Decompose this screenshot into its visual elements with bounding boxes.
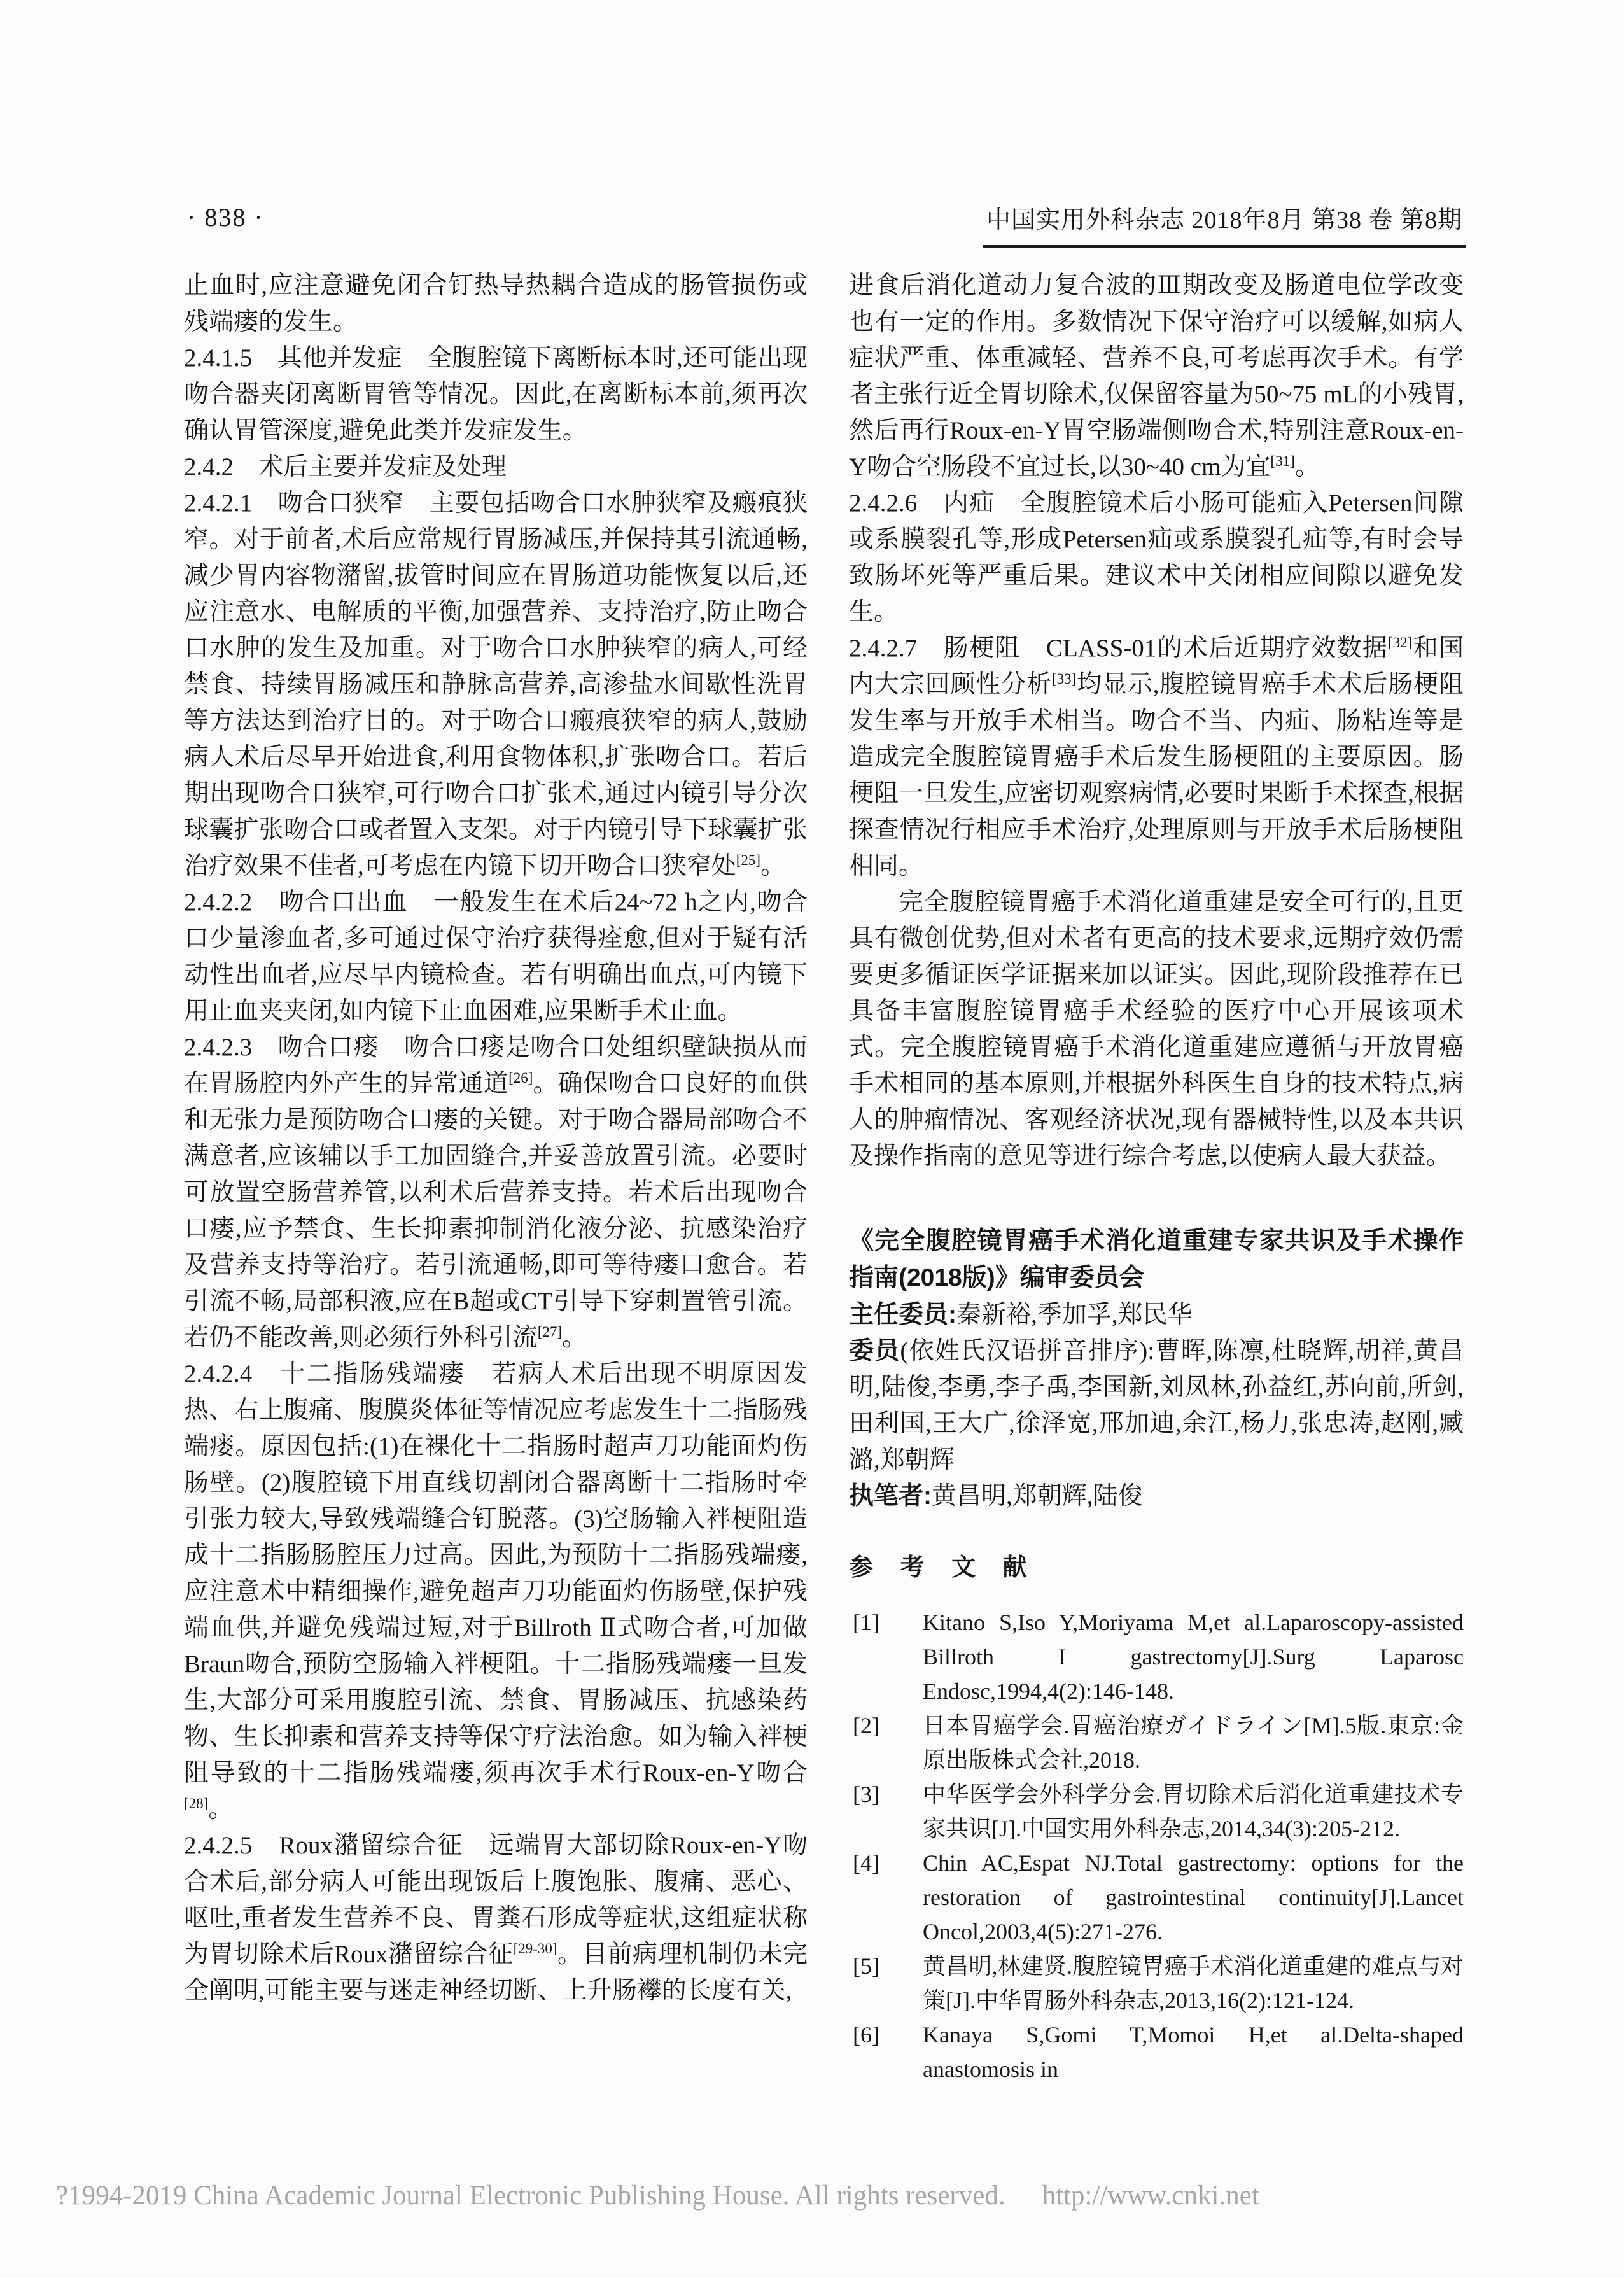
text-run: 2.4.2.7 肠梗阻 CLASS-01的术后近期疗效数据 [849,635,1389,662]
section-2-4-2-7 [849,630,1464,884]
reference-number: [6] [853,2022,879,2048]
text-run: 。 [760,852,786,880]
committee-role-label: 执笔者: [849,1482,932,1510]
journal-issue-info: 中国实用外科杂志 2018年8月 第38 卷 第8期 [983,200,1466,248]
section-2-4-2-4 [184,1356,808,1827]
para-continued-from-left-column [849,267,1464,485]
reference-item [849,1605,1464,1708]
committee-heading: 《完全腹腔镜胃癌手术消化道重建专家共识及手术操作指南(2018版)》编审委员会 [849,1227,1464,1291]
text-run: 止血时,应注意避免闭合钉热导热耦合造成的肠管损伤或残端瘘的发生。 [184,272,808,335]
text-run: 完全腹腔镜胃癌手术消化道重建是安全可行的,且更具有微创优势,但对术者有更高的技术要求,远期疗效仍需要更多循证医学证据来加以证实。因此,现阶段推荐在已具备丰富腹腔镜胃癌手术经验的医疗中心开展该项术式。完全腹腔镜胃癌手术消化道重建应遵循与开放胃癌手术相同的基本原则,并根据外科医生自身的技术特点,病人的肿瘤情况、客观经济状况,现有器械特性,以及本共识及操作指南的意见等进行综合考虑,以使病人最大获益。 [849,889,1464,1170]
para-continued-from-previous-page [184,267,808,340]
reference-text: 中华医学会外科学分会.胃切除术后消化道重建技术专家共识[J].中国实用外科杂志,2014,34(3):205-212. [923,1782,1464,1841]
section-2-4-2-2 [184,884,808,1029]
committee-line [849,1297,1464,1333]
citation-superscript: [25] [736,852,761,868]
citation-superscript: [28] [184,1796,209,1811]
section-2-4-2-6 [849,485,1464,630]
reference-text: Kanaya S,Gomi T,Momoi H,et al.Delta-shaped anastomosis in [923,2022,1464,2082]
copyright-text: ?1994-2019 China Academic Journal Electronic Publishing House. All rights reserved. [56,2181,1005,2211]
section-2-4-2-1 [184,485,808,884]
citation-superscript: [29-30] [513,1941,557,1957]
reference-item [849,1777,1464,1846]
reference-number: [5] [853,1953,879,1979]
reference-text: 日本胃癌学会.胃癌治療ガイドライン[M].5版.東京:金原出版株式会社,2018. [923,1713,1464,1773]
reference-number: [3] [853,1782,879,1807]
text-run: 。 [562,1324,587,1351]
citation-superscript: [32] [1388,635,1413,650]
reference-number: [2] [853,1713,879,1738]
committee-role-label: 主任委员: [849,1301,956,1328]
section-2-4-2 [184,449,808,485]
text-run: 2.4.2.2 吻合口出血 一般发生在术后24~72 h之内,吻合口少量渗血者,多可通过保守治疗获得痊愈,但对于疑有活动性出血者,应尽早内镜检查。若有明确出血点,可内镜下用止血夹夹闭,如内镜下止血困难,应果断手术止血。 [184,889,808,1025]
reference-item [849,1949,1464,2018]
cnki-url: http://www.cnki.net [1042,2181,1259,2211]
citation-superscript: [26] [508,1070,533,1086]
reference-number: [1] [853,1610,879,1635]
citation-superscript: [31] [1270,453,1295,469]
committee-names: 曹晖,陈凛,杜晓辉,胡祥,黄昌明,陆俊,李勇,李子禹,李国新,刘凤林,孙益红,苏向前,所剑,田利国,王大广,徐泽宽,邢加迪,余江,杨力,张忠涛,赵刚,臧潞,郑朝辉 [849,1337,1464,1473]
committee-role-note: (依姓氏汉语拼音排序): [900,1337,1155,1365]
committee-role-label: 委员 [849,1337,900,1365]
text-run: 。目前病理机制仍未完全阐明,可能主要与迷走神经切断、上升肠襻的长度有关, [184,1941,808,2004]
text-run: 2.4.2.6 内疝 全腹腔镜术后小肠可能疝入Petersen间隙或系膜裂孔等,形成Petersen疝或系膜裂孔疝等,有时会导致肠坏死等严重后果。建议术中关闭相应间隙以避免发生。 [849,489,1464,626]
text-run: 2.4.2.3 吻合口瘘 吻合口瘘是吻合口处组织壁缺损从而在胃肠腔内外产生的异常通道 [184,1034,808,1097]
text-run: 。确保吻合口良好的血供和无张力是预防吻合口瘘的关键。对于吻合器局部吻合不满意者,应该辅以手工加固缝合,并妥善放置引流。必要时可放置空肠营养管,以利术后营养支持。若术后出现吻合口瘘,应予禁食、生长抑素抑制消化液分泌、抗感染治疗及营养支持等治疗。若引流通畅,即可等待瘘口愈合。若引流不畅,局部积液,应在B超或CT引导下穿刺置管引流。若仍不能改善,则必须行外科引流 [184,1070,808,1351]
text-run: 均显示,腹腔镜胃癌手术术后肠梗阻发生率与开放手术相当。吻合不当、内疝、肠粘连等是造成完全腹腔镜胃癌手术后发生肠梗阻的主要原因。肠梗阻一旦发生,应密切观察病情,必要时果断手术探查,根据探查情况行相应手术治疗,处理原则与开放手术后肠梗阻相同。 [849,671,1464,880]
page-number: · 838 · [187,203,264,232]
right-text-column [849,267,1464,2086]
section-2-4-1-5 [184,340,808,449]
page-footer [56,2180,1259,2211]
committee-names: 秦新裕,季加孚,郑民华 [956,1301,1193,1328]
section-2-4-2-5 [184,1827,808,2009]
citation-superscript: [27] [537,1324,563,1340]
text-run: 2.4.2.4 十二指肠残端瘘 若病人术后出现不明原因发热、右上腹痛、腹膜炎体征等情况应考虑发生十二指肠残端瘘。原因包括:(1)在裸化十二指肠时超声刀功能面灼伤肠壁。(2)腹腔镜下用直线切割闭合器离断十二指肠时牵引张力较大,导致残端缝合钉脱落。(3)空肠输入袢梗阻造成十二指肠肠腔压力过高。因此,为预防十二指肠残端瘘,应注意术中精细操作,避免超声刀功能面灼伤肠壁,保护残端血供,并避免残端过短,对于Billroth Ⅱ式吻合者,可加做Braun吻合,预防空肠输入袢梗阻。十二指肠残端瘘一旦发生,大部分可采用腹腔引流、禁食、胃肠减压、抗感染药物、生长抑素和营养支持等保守疗法治愈。如为输入袢梗阻导致的十二指肠残端瘘,须再次手术行Roux-en-Y吻合 [184,1360,808,1787]
text-run: 和国内大宗回顾性分析 [849,635,1464,698]
text-run: 2.4.1.5 其他并发症 全腹腔镜下离断标本时,还可能出现吻合器夹闭离断胃管等情况。因此,在离断标本前,须再次确认胃管深度,避免此类并发症发生。 [184,344,808,444]
text-run: 2.4.2 术后主要并发症及处理 [184,453,507,481]
reference-text: Chin AC,Espat NJ.Total gastrectomy: options for the restoration of gastrointestinal continuity[J].Lancet Oncol,2003,4(5):271-276. [923,1850,1464,1944]
references-heading: 参 考 文 献 [849,1554,1037,1581]
section-2-4-2-3 [184,1029,808,1356]
reference-item [849,2018,1464,2086]
left-text-column [184,267,808,2009]
citation-superscript: [33] [1051,671,1077,687]
text-run: 进食后消化道动力复合波的Ⅲ期改变及肠道电位学改变也有一定的作用。多数情况下保守治疗可以缓解,如病人症状严重、体重减轻、营养不良,可考虑再次手术。有学者主张行近全胃切除术,仅保留容量为50~75 mL的小残胃,然后再行Roux-en-Y胃空肠端侧吻合术,特别注意Roux-en-Y吻合空肠段不宜过长,以30~40 cm为宜 [849,272,1464,481]
text-run: 2.4.2.1 吻合口狭窄 主要包括吻合口水肿狭窄及瘢痕狭窄。对于前者,术后应常规行胃肠减压,并保持其引流通畅,减少胃内容物潴留,拔管时间应在胃肠道功能恢复以后,还应注意水、电解质的平衡,加强营养、支持治疗,防止吻合口水肿的发生及加重。对于吻合口水肿狭窄的病人,可经禁食、持续胃肠减压和静脉高营养,高渗盐水间歇性洗胃等方法达到治疗目的。对于吻合口瘢痕狭窄的病人,鼓励病人术后尽早开始进食,利用食物体积,扩张吻合口。若后期出现吻合口狭窄,可行吻合口扩张术,通过内镜引导分次球囊扩张吻合口或者置入支架。对于内镜引导下球囊扩张治疗效果不佳者,可考虑在内镜下切开吻合口狭窄处 [184,489,808,880]
text-run: 。 [208,1796,234,1823]
text-run: 2.4.2.5 Roux潴留综合征 远端胃大部切除Roux-en-Y吻合术后,部分病人可能出现饭后上腹饱胀、腹痛、恶心、呕吐,重者发生营养不良、胃粪石形成等症状,这组症状称为胃切除术后Roux潴留综合征 [184,1832,808,1968]
committee-names: 黄昌明,郑朝辉,陆俊 [932,1482,1143,1510]
reference-number: [4] [853,1850,879,1876]
reference-text: 黄昌明,林建贤.腹腔镜胃癌手术消化道重建的难点与对策[J].中华胃肠外科杂志,2013,16(2):121-124. [923,1953,1464,2013]
committee-line [849,1333,1464,1478]
reference-item [849,1846,1464,1949]
committee-line [849,1478,1464,1514]
text-run: 。 [1294,453,1320,481]
reference-item [849,1708,1464,1777]
para-conclusion [849,884,1464,1174]
reference-text: Kitano S,Iso Y,Moriyama M,et al.Laparoscopy-assisted Billroth I gastrectomy[J].Surg Laparosc Endosc,1994,4(2):146-148. [923,1610,1464,1704]
